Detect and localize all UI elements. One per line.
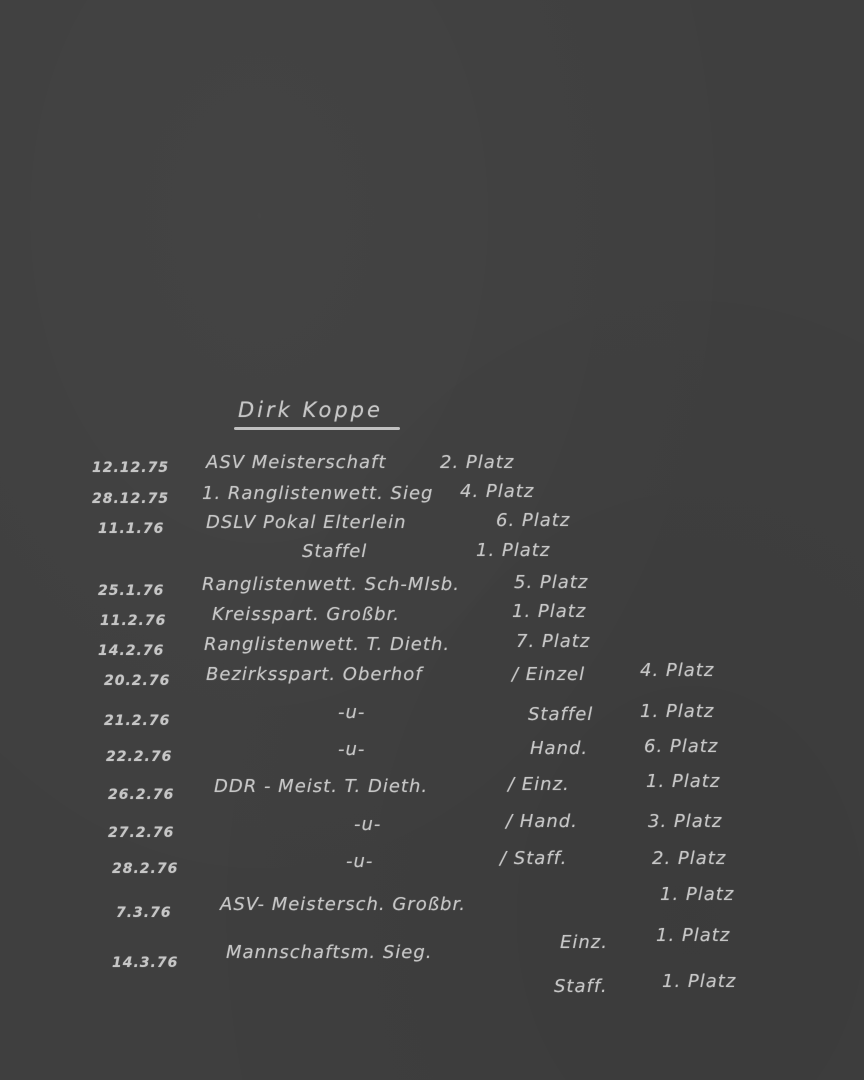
row-place: 2. Platz [652,848,727,869]
row-place: 1. Platz [512,601,587,622]
row-event: DDR - Meist. T. Dieth. [214,776,429,797]
row-place: 1. Platz [476,540,551,561]
row-discipline: Hand. [530,738,589,759]
row-event: Mannschaftsm. Sieg. [226,942,433,963]
row-place: 1. Platz [640,701,715,722]
row-place: 4. Platz [460,481,535,502]
row-date: 20.2.76 [104,673,171,689]
row-date: 14.2.76 [98,643,165,659]
row-event: Ranglistenwett. Sch-Mlsb. [202,574,460,595]
row-date: 11.1.76 [98,521,165,537]
row-date: 27.2.76 [108,825,175,841]
row-ditto: -u- [338,739,366,760]
row-ditto: -u- [354,814,382,835]
row-place: 3. Platz [648,811,723,832]
row-discipline: / Einzel [512,664,586,685]
document-title: Dirk Koppe [238,398,383,422]
row-ditto: -u- [346,851,374,872]
row-place: 1. Platz [660,884,735,905]
row-discipline: / Einz. [508,774,570,795]
row-discipline: Einz. [560,932,608,953]
row-date: 11.2.76 [100,613,167,629]
row-date: 28.12.75 [92,491,170,507]
row-event: ASV Meisterschaft [206,452,387,473]
row-event: DSLV Pokal Elterlein [206,512,407,533]
row-discipline: / Staff. [500,848,568,869]
row-date: 12.12.75 [92,460,170,476]
row-discipline: Staffel [528,704,594,725]
row-date: 21.2.76 [104,713,171,729]
row-date: 14.3.76 [112,955,179,971]
row-place: 1. Platz [656,925,731,946]
row-place: 4. Platz [640,660,715,681]
row-date: 22.2.76 [106,749,173,765]
row-date: 25.1.76 [98,583,165,599]
row-date: 7.3.76 [116,905,172,921]
row-place: 2. Platz [440,452,515,473]
row-event: Bezirksspart. Oberhof [206,664,423,685]
row-date: 28.2.76 [112,861,179,877]
row-place: 6. Platz [496,510,571,531]
row-ditto: -u- [338,702,366,723]
row-event: 1. Ranglistenwett. Sieg [202,483,434,504]
row-place: 6. Platz [644,736,719,757]
row-discipline: / Hand. [506,811,578,832]
row-event: Kreisspart. Großbr. [212,604,400,625]
row-place: 1. Platz [646,771,721,792]
row-place: 5. Platz [514,572,589,593]
row-place: 1. Platz [662,971,737,992]
title-underline [234,427,400,430]
row-event: Staffel [302,541,368,562]
row-event: ASV- Meistersch. Großbr. [220,894,466,915]
row-event: Ranglistenwett. T. Dieth. [204,634,451,655]
row-date: 26.2.76 [108,787,175,803]
row-discipline: Staff. [554,976,608,997]
row-place: 7. Platz [516,631,591,652]
